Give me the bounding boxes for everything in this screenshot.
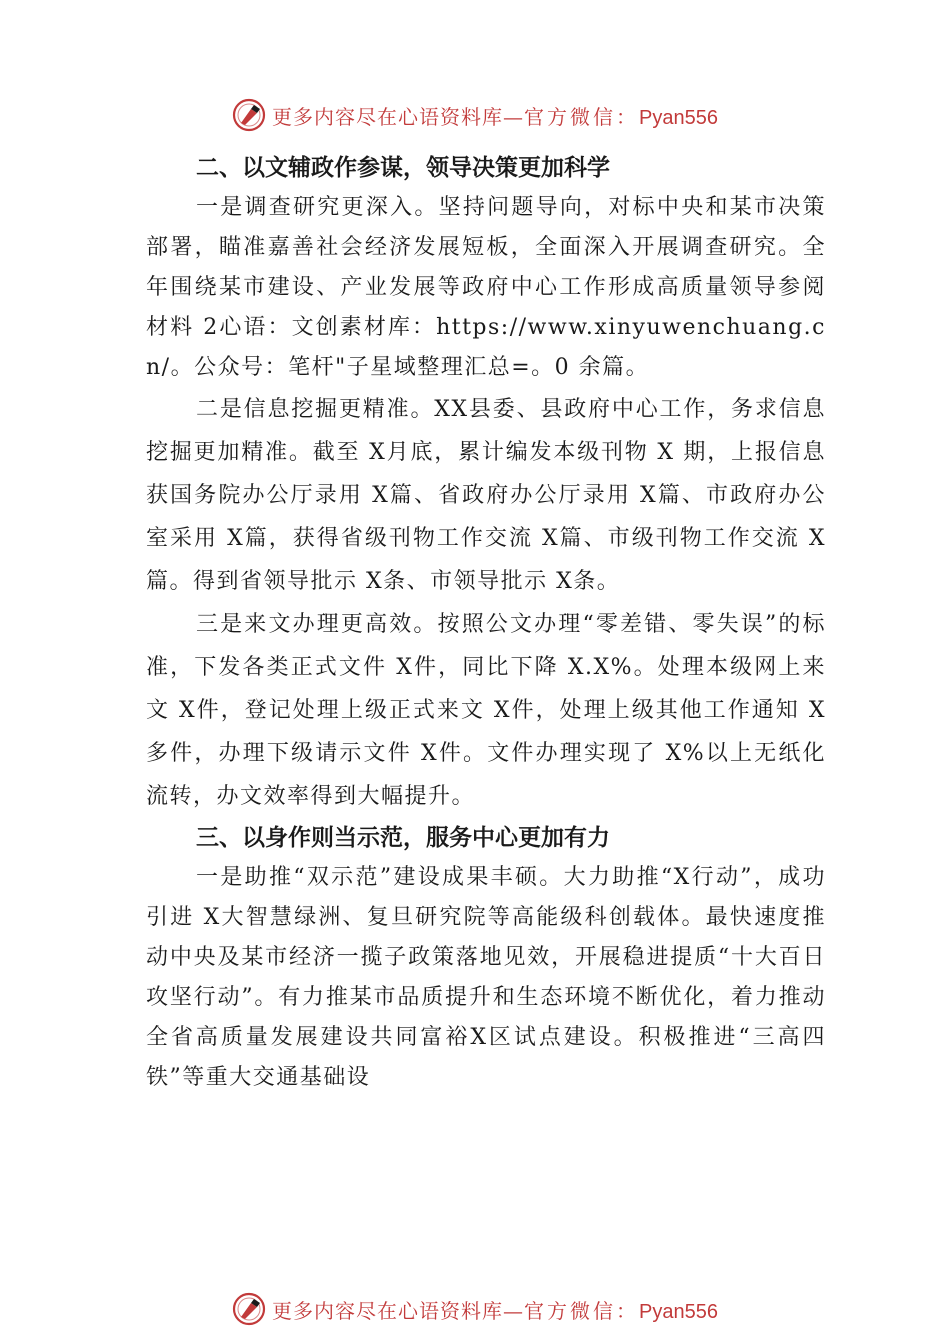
pen-nib-logo-icon [232, 1292, 266, 1326]
banner-text [272, 1295, 718, 1324]
banner-separator: — [503, 1298, 525, 1323]
banner-wechat-id: Pyan556 [639, 106, 718, 129]
section-2-paragraph-3: 三是来文办理更高效。按照公文办理“零差错、零失误”的标准，下发各类正式文件 X件，同比下降 X.X%。处理本级网上来文 X件，登记处理上级正式来文 X件，处理上级其他工作通知 X多件，办理下级请示文件 X件。文件办理实现了 X%以上无纸化流转，办文效率得到大幅提升。 [146, 612, 826, 809]
pen-nib-logo-icon [232, 98, 266, 132]
banner-wechat-id: Pyan556 [639, 1300, 718, 1323]
watermark-banner-bottom [0, 1292, 950, 1326]
document-body [146, 148, 826, 1098]
section-2-heading: 二、以文辅政作参谋，领导决策更加科学 [196, 155, 610, 181]
banner-text [272, 101, 718, 130]
watermark-banner-top [0, 98, 950, 132]
section-2-paragraph-2: 二是信息挖掘更精准。XX县委、县政府中心工作，务求信息挖掘更加精准。截至 X月底，累计编发本级刊物 X 期，上报信息获国务院办公厅录用 X篇、省政府办公厅录用 X篇、市政府办公室采用 X篇，获得省级刊物工作交流 X篇、市级刊物工作交流 X篇。得到省领导批示 X条、市领导批示 X条。 [146, 397, 826, 594]
banner-red-text: 更多内容尽在心语资料库 [272, 104, 504, 129]
section-2-paragraph-1: 一是调查研究更深入。坚持问题导向，对标中央和某市决策部署，瞄准嘉善社会经济发展短板，全面深入开展调查研究。全年围绕某市建设、产业发展等政府中心工作形成高质量领导参阅材料 2心语：文创素材库：https://www.xinyuwenchuang.cn/。公众号：笔杆"子星域整理汇总=。0 余篇。 [146, 195, 826, 380]
banner-separator: — [503, 104, 525, 129]
banner-tail-text: 官方微信： [524, 104, 640, 129]
banner-tail-text: 官方微信： [524, 1298, 640, 1323]
banner-red-text: 更多内容尽在心语资料库 [272, 1298, 504, 1323]
section-3-heading: 三、以身作则当示范，服务中心更加有力 [196, 825, 610, 851]
section-3-paragraph-1: 一是助推“双示范”建设成果丰硕。大力助推“X行动”，成功引进 X大智慧绿洲、复旦研究院等高能级科创载体。最快速度推动中央及某市经济一揽子政策落地见效，开展稳进提质“十大百日攻坚行动”。有力推某市品质提升和生态环境不断优化，着力推动全省高质量发展建设共同富裕X区试点建设。积极推进“三高四铁”等重大交通基础设 [146, 865, 826, 1090]
